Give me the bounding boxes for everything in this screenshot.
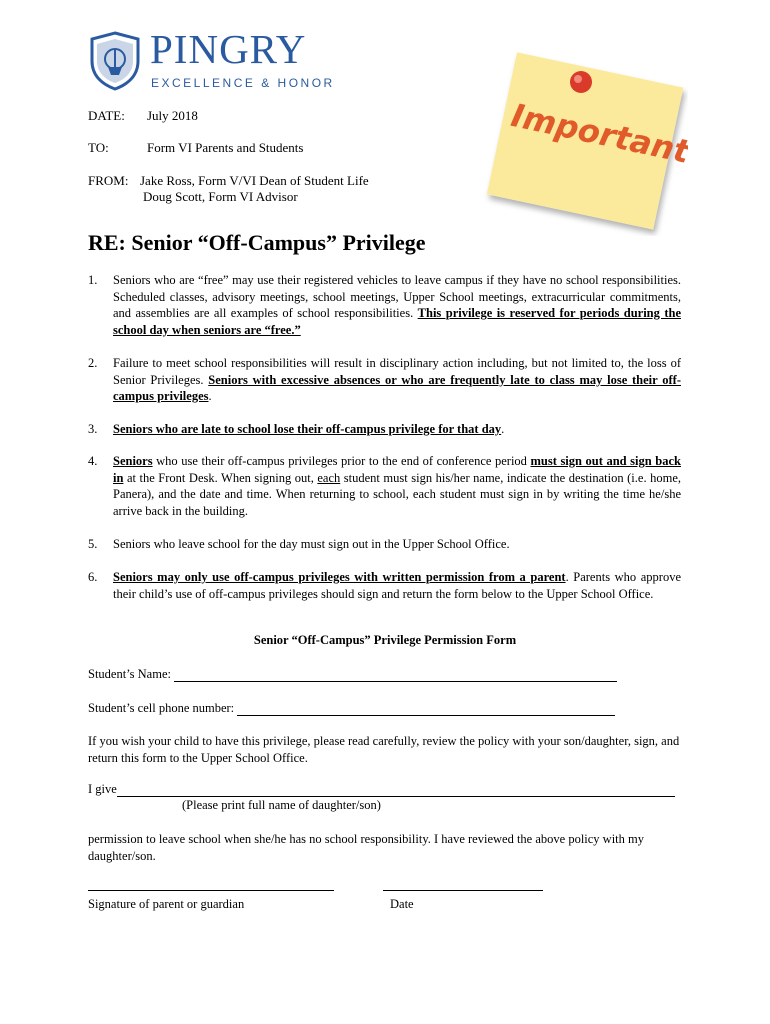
signature-line[interactable] (88, 890, 334, 891)
policy-item-4: 4. Seniors who use their off-campus privileges prior to the end of conference period must sign out and sign back in at the Front Desk. When signing out, each student must sign his/her name, indicate the destination (i.e. home, Panera), and the date and time. When returning to school, each student must sign in by writing the time he/she arrive back in the building. (88, 454, 681, 518)
i-give-label: I give (88, 782, 117, 796)
important-sticky-note (478, 46, 688, 236)
permission-form-title: Senior “Off-Campus” Privilege Permission Form (253, 633, 517, 647)
emphasis-text: Seniors with excessive absences or who are frequently late to class may lose their off-campus privileges (113, 372, 681, 403)
date-value: July 2018 (147, 108, 198, 123)
student-cell-row (88, 700, 615, 716)
school-logo-wordmark: PINGRY (150, 26, 307, 72)
to-value: Form VI Parents and Students (147, 140, 304, 155)
date-line[interactable] (383, 890, 543, 891)
permission-statement: permission to leave school when she/he has no school responsibility. I have reviewed the above policy with my daughter/son. (88, 832, 645, 863)
emphasis-text: Seniors may only use off-campus privileges with written permission from a parent (113, 570, 566, 584)
emphasis-text: Seniors who are late to school lose their off-campus privilege for that day (113, 422, 502, 436)
policy-item-5: 5. Seniors who leave school for the day must sign out in the Upper School Office. (88, 537, 510, 551)
policy-item-2: 2. Failure to meet school responsibilities will result in disciplinary action including, but not limited to, the loss of Senior Privileges. Seniors with excessive absences or who are frequently late to class may lose their off-campus privileges. (88, 356, 681, 403)
date-label: DATE: (88, 108, 125, 123)
policy-item-6: 6. Seniors may only use off-campus privileges with written permission from a parent. Parents who approve their child’s use of off-campus privileges should sign and return the form below to the Upper School Office. (88, 570, 681, 601)
emphasis-text: This privilege is reserved for periods during the school day when seniors are “free.” (113, 306, 681, 337)
from-line-2: Doug Scott, Form VI Advisor (143, 189, 298, 204)
to-label: TO: (88, 140, 109, 155)
date-line-label: Date (390, 897, 414, 911)
print-name-hint: (Please print full name of daughter/son) (182, 798, 381, 812)
policy-item-3: 3. Seniors who are late to school lose their off-campus privilege for that day. (88, 422, 505, 436)
student-name-row (88, 666, 617, 682)
school-logo-tagline: EXCELLENCE & HONOR (151, 76, 335, 90)
student-name-field[interactable] (174, 668, 617, 682)
push-pin-icon (570, 71, 592, 93)
from-line-1: Jake Ross, Form V/VI Dean of Student Life (140, 173, 369, 188)
form-instructions: If you wish your child to have this privilege, please read carefully, review the policy with your son/daughter, sign, and return this form to the Upper School Office. (88, 734, 680, 765)
signature-label: Signature of parent or guardian (88, 897, 245, 911)
from-label: FROM: (88, 173, 129, 188)
policy-item-1: 1. Seniors who are “free” may use their registered vehicles to leave campus if they have no school responsibilities. Scheduled classes, advisory meetings, school meetings, Upper School meetings, extracurricular commitments, and assemblies are all examples of school responsibilities. This privilege is reserved for periods during the school day when seniors are “free.” (88, 273, 681, 337)
important-text: Important (507, 96, 688, 171)
student-cell-field[interactable] (237, 702, 615, 716)
student-cell-label: Student’s cell phone number: (88, 701, 238, 715)
memo-subject-title: RE: Senior “Off-Campus” Privilege (88, 230, 426, 255)
student-name-label: Student’s Name: (88, 667, 175, 681)
i-give-row (88, 781, 675, 797)
child-name-field[interactable] (117, 783, 675, 797)
school-seal-logo (88, 31, 142, 91)
